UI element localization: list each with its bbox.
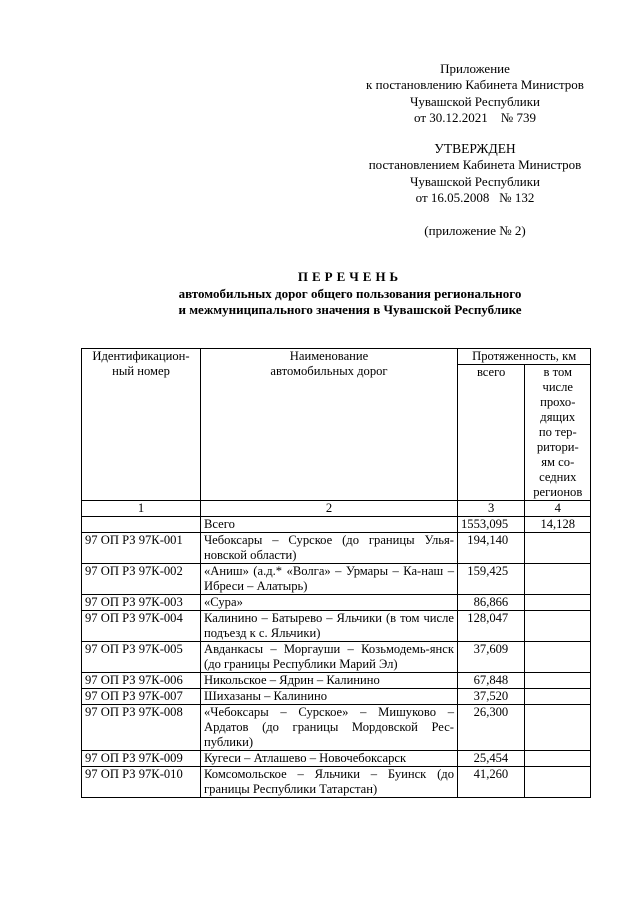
appendix-line-2: к постановлению Кабинета Министров — [366, 77, 584, 93]
road-length-through — [525, 767, 591, 798]
appendix-line-3: Чувашской Республики — [409, 93, 541, 109]
header-length: Протяженность, км — [458, 349, 591, 365]
road-length-total: 37,609 — [458, 642, 525, 673]
appendix-block — [350, 61, 600, 127]
totals-through: 14,128 — [525, 517, 591, 533]
road-name: «Аниш» (а.д.* «Волга» – Урмары – Ка-наш – Ибреси – Алатырь) — [201, 564, 458, 595]
road-length-through — [525, 689, 591, 705]
table-row — [82, 642, 591, 673]
approved-block — [350, 141, 600, 239]
header-id: Идентификацион-ный номер — [82, 349, 201, 501]
road-name: Шихазаны – Калинино — [201, 689, 458, 705]
road-name: Никольское – Ядрин – Калинино — [201, 673, 458, 689]
road-id: 97 ОП РЗ 97К-006 — [82, 673, 201, 689]
road-length-through — [525, 673, 591, 689]
road-id: 97 ОП РЗ 97К-003 — [82, 595, 201, 611]
column-number: 4 — [525, 501, 591, 517]
column-number: 1 — [82, 501, 201, 517]
road-name: Чебоксары – Сурское (до границы Улья-новской области) — [201, 533, 458, 564]
title-subtitle-1: автомобильных дорог общего пользования регионального — [178, 286, 522, 301]
road-length-through — [525, 595, 591, 611]
road-id: 97 ОП РЗ 97К-008 — [82, 705, 201, 751]
column-number: 2 — [201, 501, 458, 517]
appendix-line-1: Приложение — [440, 61, 510, 76]
road-id: 97 ОП РЗ 97К-010 — [82, 767, 201, 798]
road-id: 97 ОП РЗ 97К-009 — [82, 751, 201, 767]
road-name: Комсомольское – Яльчики – Буинск (до границы Республики Татарстан) — [201, 767, 458, 798]
column-number: 3 — [458, 501, 525, 517]
table-row — [82, 564, 591, 595]
header-through: в том числе прохо-дящих по тер-ритори-ям со-седних регионов — [525, 365, 591, 501]
road-length-total: 159,425 — [458, 564, 525, 595]
road-name: «Чебоксары – Сурское» – Мишуково – Ардатов (до границы Мордовской Рес-публики) — [201, 705, 458, 751]
road-length-through — [525, 705, 591, 751]
approved-line-3: Чувашской Республики — [409, 173, 541, 189]
totals-label: Всего — [201, 517, 458, 533]
road-length-through — [525, 533, 591, 564]
title-subtitle-2: и межмуниципального значения в Чувашской Республике — [178, 302, 522, 317]
approved-line-2: постановлением Кабинета Министров — [368, 157, 582, 173]
road-name: «Сура» — [201, 595, 458, 611]
approved-heading: УТВЕРЖДЕН — [434, 141, 516, 156]
table-header-row — [82, 349, 591, 365]
table-row — [82, 705, 591, 751]
appendix-line-4: от 30.12.2021 № 739 — [414, 110, 536, 126]
road-length-total: 67,848 — [458, 673, 525, 689]
road-name: Авданкасы – Моргауши – Козьмодемь-янск (до границы Республики Марий Эл) — [201, 642, 458, 673]
road-length-total: 37,520 — [458, 689, 525, 705]
document-title — [120, 268, 580, 318]
road-id: 97 ОП РЗ 97К-007 — [82, 689, 201, 705]
road-name: Калинино – Батырево – Яльчики (в том числе подъезд к с. Яльчики) — [201, 611, 458, 642]
road-name: Кугеси – Атлашево – Новочебоксарск — [201, 751, 458, 767]
totals-total: 1553,095 — [458, 517, 525, 533]
table-row — [82, 611, 591, 642]
road-id: 97 ОП РЗ 97К-005 — [82, 642, 201, 673]
table-row — [82, 533, 591, 564]
road-length-through — [525, 751, 591, 767]
road-length-total: 86,866 — [458, 595, 525, 611]
table-row — [82, 595, 591, 611]
road-length-total: 25,454 — [458, 751, 525, 767]
totals-row — [82, 517, 591, 533]
table-row — [82, 767, 591, 798]
title-heading: ПЕРЕЧЕНЬ — [297, 269, 403, 284]
road-length-total: 194,140 — [458, 533, 525, 564]
road-length-total: 128,047 — [458, 611, 525, 642]
table-row — [82, 689, 591, 705]
road-id: 97 ОП РЗ 97К-004 — [82, 611, 201, 642]
road-length-total: 26,300 — [458, 705, 525, 751]
road-length-total: 41,260 — [458, 767, 525, 798]
road-length-through — [525, 611, 591, 642]
table-row — [82, 673, 591, 689]
road-length-through — [525, 564, 591, 595]
road-id: 97 ОП РЗ 97К-001 — [82, 533, 201, 564]
header-total: всего — [458, 365, 525, 501]
road-id: 97 ОП РЗ 97К-002 — [82, 564, 201, 595]
header-name: Наименование автомобильных дорог — [201, 349, 458, 501]
roads-table — [81, 348, 591, 798]
column-number-row — [82, 501, 591, 517]
table-row — [82, 751, 591, 767]
road-length-through — [525, 642, 591, 673]
approved-annex-note: (приложение № 2) — [424, 222, 526, 238]
approved-line-4: от 16.05.2008 № 132 — [415, 190, 535, 206]
